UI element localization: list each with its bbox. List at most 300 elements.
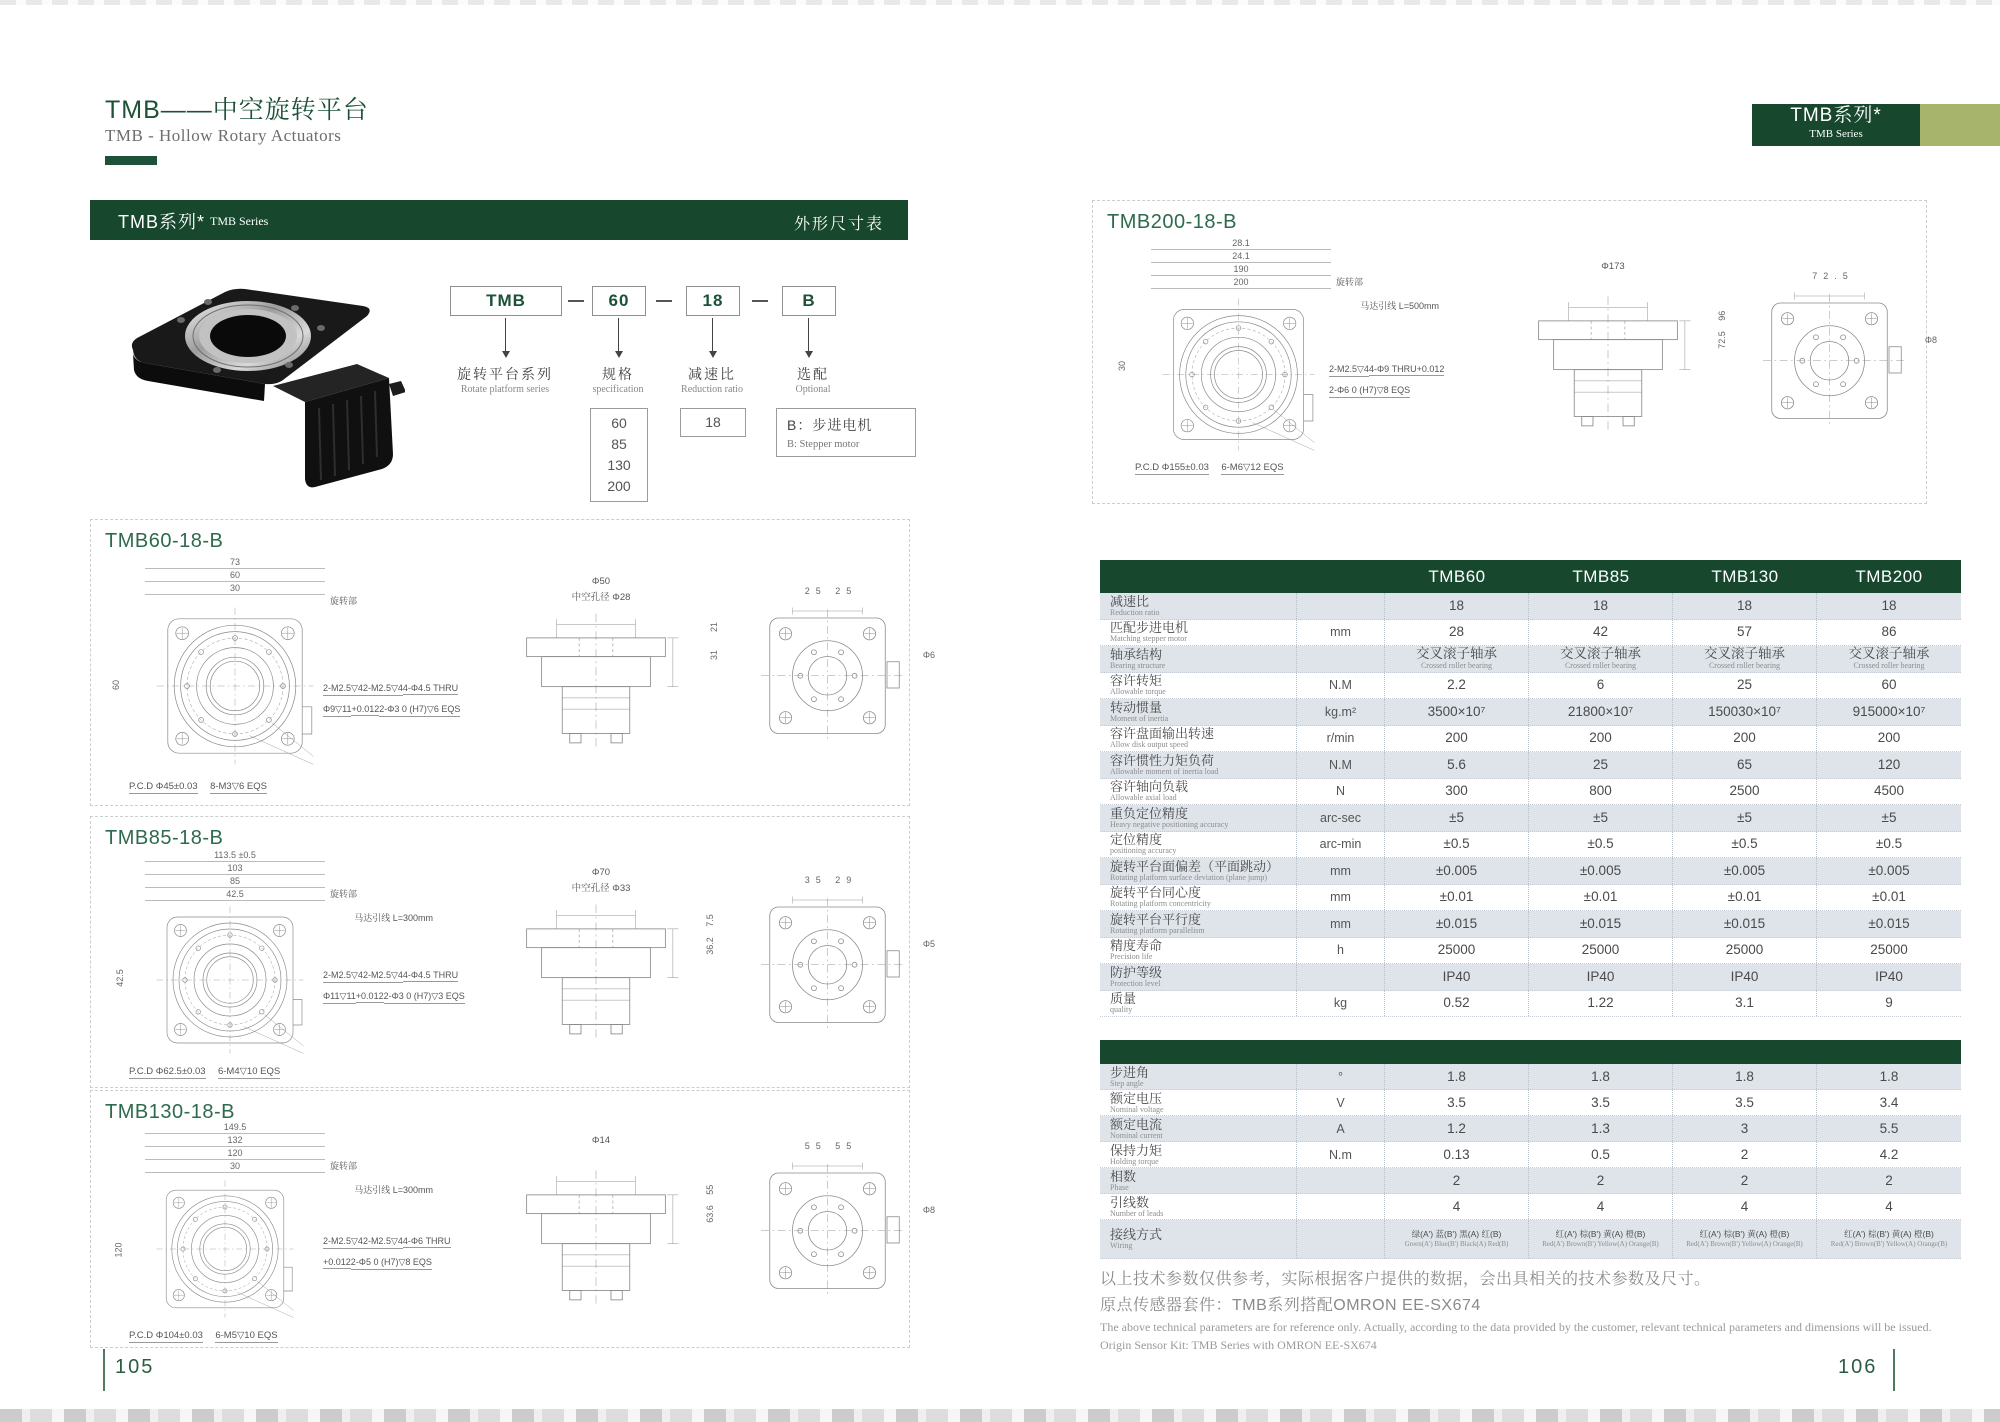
footnote-en-1: The above technical parameters are for reference only. Actually, according to the data provided by the customer, relevant technical parameters and dimensions will be issued. [1100, 1320, 1932, 1334]
wiring-cn: 红(A') 棕(B') 黄(A) 橙(B) [1699, 1229, 1790, 1239]
dash-connector [656, 300, 672, 302]
cell-value: 5.5 [1879, 1120, 1899, 1136]
model-box-ratio: 18 [686, 286, 740, 316]
model-label-option: 选配 Optional [795, 366, 831, 395]
cell-value: 6 [1596, 677, 1605, 693]
side-bore-label: 中空孔径 Φ28 [571, 592, 631, 603]
row-label-en: Heavy negative positioning accuracy [1110, 819, 1229, 829]
side-dimensions: 96 72.5 [1717, 310, 1728, 349]
column-header-tmb60: TMB60 [1428, 566, 1486, 586]
rotor-label: 旋转部 [1335, 277, 1363, 287]
row-label-cn: 相数 [1110, 1168, 1137, 1184]
cell-value: 200 [1445, 730, 1468, 746]
table-row [1100, 911, 1961, 938]
wiring-cn: 红(A') 棕(B') 黄(A) 橙(B) [1844, 1229, 1934, 1239]
cell-value: ±5 [1449, 809, 1464, 825]
cell-value: 0.13 [1443, 1146, 1470, 1162]
section-title: TMB130-18-B [105, 1101, 235, 1123]
spec-table [1100, 560, 1961, 1017]
row-label-en: Wiring [1110, 1241, 1133, 1250]
row-unit: N.m [1297, 1142, 1385, 1167]
table-row [1100, 1116, 1961, 1142]
cell-value: 200 [1589, 730, 1612, 746]
cell-value: 4 [1740, 1198, 1749, 1214]
footnote-cn-1: 以上技术参数仅供参考，实际根据客户提供的数据，会出具相关的技术参数及尺寸。 [1100, 1271, 1711, 1288]
cell-value: 200 [1733, 730, 1756, 746]
row-label-en: Rotating platform parallelism [1110, 925, 1205, 935]
cell-value: 9 [1885, 995, 1893, 1011]
series-header-cn: TMB系列* [118, 212, 205, 232]
row-unit: mm [1297, 911, 1385, 937]
row-unit [1297, 964, 1385, 990]
cell-value: ±5 [1593, 809, 1608, 825]
column-header-tmb200: TMB200 [1855, 566, 1923, 586]
row-unit: arc-sec [1297, 805, 1385, 831]
row-label-en: Nominal voltage [1110, 1104, 1164, 1114]
cell-value: IP40 [1875, 968, 1903, 984]
motor-table-header [1100, 1040, 1961, 1064]
section-title: TMB60-18-B [105, 530, 224, 552]
left-dimension: 30 [1117, 360, 1128, 372]
page-number-rule [1893, 1349, 1895, 1391]
row-label-cn: 接线方式 [1110, 1227, 1163, 1242]
cell-value: ±0.5 [1875, 836, 1903, 852]
row-label-cn: 旋转平台同心度 [1110, 885, 1202, 901]
row-label-en: Nominal current [1110, 1130, 1163, 1140]
series-header-en: TMB Series [210, 214, 269, 228]
row-unit: mm [1297, 885, 1385, 911]
cell-value: 65 [1736, 756, 1753, 772]
row-unit [1297, 1168, 1385, 1193]
title-underline-bar [105, 156, 157, 165]
cell-value: 3.5 [1447, 1094, 1466, 1110]
cell-value: 200 [1877, 730, 1901, 746]
cell-value: ±0.5 [1587, 836, 1614, 852]
cell-value: 3.4 [1879, 1094, 1899, 1110]
cell-value: 18 [1448, 597, 1465, 613]
row-label-en: Bearing structure [1110, 660, 1166, 670]
cell-value: ±0.005 [1723, 862, 1766, 878]
rotor-label: 旋转部 [329, 1161, 357, 1171]
cell-value: ±0.5 [1443, 836, 1470, 852]
section-title: TMB200-18-B [1107, 211, 1237, 233]
row-label-cn: 转动惯量 [1110, 699, 1163, 715]
pcd-annotation: P.C.D Φ104±0.03 6-M5▽10 EQS [129, 1330, 278, 1341]
cell-value: 18 [1736, 597, 1753, 613]
row-label-en: Protection level [1110, 978, 1161, 988]
dash-connector [752, 300, 768, 302]
cell-value: 交叉滚子轴承 [1848, 646, 1930, 662]
row-label-cn: 减速比 [1110, 593, 1150, 609]
optional-cn: B：步进电机 [787, 417, 873, 433]
row-unit: r/min [1297, 726, 1385, 752]
row-unit: N [1297, 779, 1385, 805]
rear-view [1743, 271, 1937, 451]
table-row [1100, 620, 1961, 647]
cell-value: ±5 [1881, 809, 1897, 825]
cell-value: 21800×10⁷ [1567, 703, 1634, 719]
side-dimensions: 7.5 36.2 [705, 914, 716, 955]
row-label-en: quality [1110, 1005, 1133, 1015]
cell-value: ±0.015 [1868, 915, 1910, 931]
table-row [1100, 858, 1961, 885]
page-subtitle: TMB - Hollow Rotary Actuators [105, 126, 342, 145]
column-header-tmb85: TMB85 [1572, 566, 1630, 586]
cell-value: 25000 [1437, 942, 1476, 958]
cell-value: 25000 [1725, 942, 1764, 958]
cell-value: 57 [1736, 624, 1753, 640]
cell-value: 1.8 [1735, 1068, 1754, 1084]
row-label-en: positioning accuracy [1110, 846, 1177, 856]
rear-hole-label: Φ8 [922, 1205, 935, 1215]
cell-value: 1.8 [1591, 1068, 1610, 1084]
front-dimensions: 113.5 ±0.5 103 85 42.5 [145, 849, 325, 901]
rear-view-drawing [751, 893, 911, 1033]
ratio-option-box [680, 408, 746, 437]
cell-value: 25000 [1870, 942, 1908, 958]
series-header-bar [90, 200, 908, 240]
row-label-cn: 额定电压 [1110, 1090, 1163, 1106]
row-label-cn: 旋转平台面偏差（平面跳动） [1110, 858, 1280, 874]
side-view [1503, 261, 1728, 451]
cell-value: ±0.005 [1868, 862, 1910, 878]
front-dimensions: 73 60 30 [145, 556, 325, 595]
wiring-cn: 绿(A') 蓝(B') 黑(A) 红(B) [1411, 1229, 1502, 1239]
wiring-en: Red(A') Brown(B') Yellow(A) Orange(B) [1542, 1240, 1659, 1248]
cell-value: ±0.01 [1439, 889, 1474, 905]
row-unit: ° [1297, 1064, 1385, 1089]
arrow-down-icon [618, 318, 619, 356]
cell-value: 18 [1592, 597, 1609, 613]
row-label-cn: 容许转矩 [1110, 673, 1163, 689]
row-unit: N.M [1297, 752, 1385, 778]
page-top-edge [0, 0, 2000, 5]
ratio-option: 18 [705, 414, 721, 430]
side-top-label: Φ50 [591, 576, 611, 587]
front-view [114, 850, 465, 1087]
row-label-cn: 容许轴向负载 [1110, 779, 1189, 795]
cell-value: 3500×10⁷ [1427, 703, 1486, 719]
rear-hole-label: Φ8 [1924, 335, 1937, 345]
table-row [1100, 964, 1961, 991]
cell-value: ±0.01 [1872, 889, 1906, 905]
spec-options-box [590, 408, 648, 502]
cell-value: ±5 [1737, 809, 1752, 825]
rear-dimensions: 35 29 [804, 875, 858, 885]
model-label-series: 旋转平台系列 Rotate platform series [457, 366, 553, 395]
cell-value: ±0.005 [1579, 862, 1622, 878]
footnote-cn-2: 原点传感器套件：TMB系列搭配OMRON EE-SX674 [1100, 1297, 1481, 1314]
side-top-label: Φ173 [1601, 261, 1625, 272]
pcd-annotation: P.C.D Φ45±0.03 8-M3▽6 EQS [129, 781, 267, 792]
cell-value: 4 [1885, 1198, 1893, 1214]
cell-value: 2 [1885, 1172, 1893, 1188]
row-unit: arc-min [1297, 832, 1385, 858]
rear-dimensions: 72.5 [1812, 271, 1854, 281]
wiring-en: Green(A') Blue(B') Black(A) Red(B) [1404, 1240, 1509, 1248]
rotor-label: 旋转部 [329, 596, 357, 606]
motor-lead-label: 马达引线 L=500mm [1360, 301, 1439, 311]
page-number-right: 106 [1838, 1356, 1878, 1378]
motor-lead-label: 马达引线 L=300mm [354, 1185, 433, 1195]
row-unit: N.M [1297, 673, 1385, 699]
side-view-drawing [1513, 289, 1703, 439]
optional-box [776, 408, 916, 457]
cell-value: 交叉滚子轴承 [1560, 646, 1641, 662]
row-label-cn: 轴承结构 [1110, 646, 1163, 662]
side-bore-label: 中空孔径 Φ33 [571, 883, 631, 894]
side-view [491, 1135, 716, 1325]
cell-value: 4 [1596, 1198, 1605, 1214]
dimension-table-label: 外形尺寸表 [793, 216, 884, 233]
cell-value: 1.3 [1591, 1120, 1610, 1136]
row-unit [1297, 1194, 1385, 1219]
spec-table-header [1100, 560, 1961, 593]
row-unit [1297, 646, 1385, 672]
cell-value: IP40 [1442, 968, 1471, 984]
pcd-annotation: P.C.D Φ155±0.03 6-M6▽12 EQS [1135, 462, 1284, 473]
cell-value: 25000 [1581, 942, 1620, 958]
row-label-en: Precision life [1110, 952, 1153, 962]
row-label-en: Matching stepper motor [1110, 634, 1187, 644]
dash-connector [568, 300, 584, 302]
section-tmb85 [90, 816, 935, 1088]
arrow-down-icon [808, 318, 809, 356]
cell-value: 3 [1740, 1120, 1749, 1136]
front-view-drawing [155, 1179, 295, 1319]
series-corner-tab [1752, 104, 1920, 146]
cell-value: 42 [1592, 624, 1609, 640]
table-row [1100, 1142, 1961, 1168]
rear-view [741, 586, 935, 766]
cell-value: 25 [1736, 677, 1753, 693]
page-number-left: 105 [115, 1356, 155, 1378]
cell-value: 915000×10⁷ [1852, 703, 1926, 719]
cell-value: 28 [1448, 624, 1465, 640]
series-corner-en: TMB Series [1809, 128, 1863, 140]
pcd-annotation: P.C.D Φ62.5±0.03 6-M4▽10 EQS [129, 1066, 281, 1077]
arrow-down-icon [712, 318, 713, 356]
cell-value: 4500 [1873, 783, 1905, 799]
table-row [1100, 726, 1961, 753]
model-box-spec: 60 [592, 286, 646, 316]
row-label-en: Phase [1110, 1182, 1129, 1192]
cell-value: ±0.5 [1731, 836, 1758, 852]
footnote-en-2: Origin Sensor Kit: TMB Series with OMRON EE-SX674 [1100, 1338, 1377, 1352]
cell-value: 800 [1589, 783, 1612, 799]
side-view [491, 576, 719, 766]
cell-value: 18 [1881, 597, 1897, 613]
model-box-option: B [782, 286, 836, 316]
table-row [1100, 805, 1961, 832]
row-label-cn: 防护等级 [1110, 964, 1163, 980]
row-unit: mm [1297, 620, 1385, 646]
column-header-tmb130: TMB130 [1711, 566, 1779, 586]
page-number-rule [103, 1349, 105, 1391]
header-spacer [1100, 560, 1385, 593]
cell-value: ±0.01 [1727, 889, 1762, 905]
hole-annotations: 2-M2.5▽42-M2.5▽44-Φ4.5 THRUΦ9▽11+0.0122-Φ3 0 (H7)▽6 EQS [323, 678, 473, 720]
table-row [1100, 673, 1961, 700]
cell-value: 150030×10⁷ [1708, 703, 1781, 719]
row-label-cn: 匹配步进电机 [1110, 620, 1189, 636]
row-unit: kg.m² [1297, 699, 1385, 725]
cell-value: ±0.015 [1579, 915, 1622, 931]
row-unit: mm [1297, 858, 1385, 884]
cell-value: ±0.015 [1723, 915, 1766, 931]
side-top-label: Φ70 [591, 867, 611, 878]
hole-annotations: 2-M2.5▽42-M2.5▽44-Φ6 THRU+0.0122-Φ5 0 (H7)▽8 EQS [323, 1231, 473, 1273]
optional-en: B: Stepper motor [787, 439, 860, 450]
left-dimension: 120 [113, 1242, 124, 1258]
rear-view-drawing [751, 1159, 911, 1299]
side-view [491, 867, 716, 1057]
hole-annotations: 2-M2.5▽44-Φ9 THRU+0.0122-Φ6 0 (H7)▽8 EQS [1329, 359, 1479, 401]
side-dimensions: 21 31 [708, 621, 719, 661]
rear-hole-label: Φ6 [922, 650, 935, 660]
rear-view [741, 1141, 935, 1321]
row-unit: kg [1297, 991, 1385, 1017]
cell-value: 1.22 [1587, 995, 1614, 1011]
row-label-en: Rotating platform surface deviation (plane jump) [1110, 872, 1268, 882]
row-label-cn: 精度寿命 [1110, 938, 1163, 954]
row-label-cn: 容许惯性力矩负荷 [1110, 752, 1215, 768]
cell-value: 300 [1445, 783, 1468, 799]
cell-value: 交叉滚子轴承 [1416, 646, 1497, 662]
hole-annotations: 2-M2.5▽42-M2.5▽44-Φ4.5 THRUΦ11▽11+0.0122-Φ3 0 (H7)▽3 EQS [323, 965, 473, 1007]
row-label-cn: 旋转平台平行度 [1110, 911, 1202, 927]
side-view-drawing [501, 606, 691, 756]
front-view [113, 1122, 451, 1347]
row-label-en: Allowable axial load [1110, 793, 1177, 803]
wiring-en: Red(A') Brown(B') Yellow(A) Orange(B) [1830, 1240, 1948, 1248]
cell-value: IP40 [1586, 968, 1615, 984]
front-view-drawing [155, 606, 315, 766]
cell-value: 交叉滚子轴承 [1704, 646, 1785, 662]
cell-value: 120 [1877, 756, 1901, 772]
left-dimension: 60 [111, 679, 122, 691]
row-label-en: Allow disk output speed [1110, 740, 1188, 750]
page-bottom-edge [0, 1409, 2000, 1422]
row-unit: V [1297, 1090, 1385, 1115]
table-row [1100, 991, 1961, 1018]
section-title: TMB85-18-B [105, 827, 224, 849]
cell-value: 1.8 [1447, 1068, 1466, 1084]
row-label-en: Number of leads [1110, 1208, 1164, 1218]
series-corner-cn: TMB系列* [1790, 105, 1882, 126]
cell-value: 60 [1881, 677, 1897, 693]
table-row [1100, 938, 1961, 965]
front-view-drawing [1161, 297, 1316, 452]
table-row [1100, 1168, 1961, 1194]
rear-hole-label: Φ5 [922, 939, 935, 949]
row-unit [1297, 593, 1385, 619]
cell-value: 2 [1740, 1146, 1749, 1162]
side-view-drawing [501, 1163, 691, 1313]
table-row [1100, 779, 1961, 806]
spec-option: 200 [607, 478, 631, 494]
table-row [1100, 1090, 1961, 1116]
table-row [1100, 1064, 1961, 1090]
cell-value: 2 [1596, 1172, 1605, 1188]
row-label-cn: 定位精度 [1110, 832, 1163, 848]
cell-value: 4 [1452, 1198, 1461, 1214]
cell-value: 86 [1881, 624, 1897, 640]
side-dimensions: 55 63.6 [705, 1184, 716, 1223]
spec-table-rows [1100, 593, 1961, 1017]
cell-value: 1.8 [1879, 1068, 1899, 1084]
left-dimension: 42.5 [114, 969, 125, 987]
cell-value: ±0.015 [1435, 915, 1478, 931]
row-label-cn: 重负定位精度 [1110, 805, 1189, 821]
motor-table [1100, 1040, 1961, 1259]
model-label-ratio: 减速比 Reduction ratio [681, 366, 743, 395]
cell-value: 2.2 [1447, 677, 1466, 693]
row-label-en: Holding torque [1110, 1156, 1159, 1166]
row-label-en: Moment of inertia [1110, 713, 1169, 723]
wiring-row [1100, 1220, 1961, 1259]
section-tmb200 [1092, 200, 1937, 504]
cell-value: 3.1 [1735, 995, 1754, 1011]
row-label-cn: 额定电流 [1110, 1116, 1163, 1132]
table-row [1100, 832, 1961, 859]
row-label-en: Step angle [1110, 1078, 1144, 1088]
rear-view-drawing [751, 604, 911, 744]
cell-value: ±0.005 [1435, 862, 1478, 878]
row-label-en: Reduction ratio [1110, 607, 1160, 617]
corner-olive-block [1920, 104, 2000, 146]
front-view [1117, 238, 1445, 491]
row-label-cn: 质量 [1110, 991, 1137, 1007]
row-label-cn: 容许盘面输出转速 [1110, 726, 1215, 742]
motor-lead-label: 马达引线 L=300mm [354, 913, 433, 923]
model-code-diagram [430, 268, 910, 513]
rear-dimensions: 55 55 [804, 1141, 858, 1151]
product-photo [105, 258, 405, 498]
page-title: TMB——中空旋转平台 [105, 96, 369, 124]
rear-dimensions: 25 25 [804, 586, 858, 596]
spec-option: 85 [611, 436, 627, 452]
cell-value: 2500 [1729, 783, 1760, 799]
cell-value: 2 [1740, 1172, 1749, 1188]
table-row [1100, 1194, 1961, 1220]
cell-value: 2 [1452, 1172, 1461, 1188]
row-label-cn: 步进角 [1110, 1064, 1150, 1080]
table-row [1100, 752, 1961, 779]
row-label-cn: 引线数 [1110, 1194, 1150, 1210]
spec-option: 130 [607, 457, 631, 473]
cell-value: 0.5 [1591, 1146, 1610, 1162]
table-row [1100, 885, 1961, 912]
cell-value: IP40 [1730, 968, 1759, 984]
spec-option: 60 [611, 415, 627, 431]
row-label-cn: 保持力矩 [1110, 1142, 1163, 1158]
cell-value: 4.2 [1879, 1146, 1899, 1162]
front-dimensions: 28.1 24.1 190 200 [1151, 237, 1331, 289]
row-label-en: Allowable torque [1110, 687, 1166, 697]
arrow-down-icon [505, 318, 506, 356]
table-row [1100, 593, 1961, 620]
table-row: 轴承结构 Bearing structure 交叉滚子轴承 Crossed roller bearing 交叉滚子轴承 Crossed roller bearing 交叉滚子轴承 Crossed roller bearing 交叉滚子轴承 Crossed roller bearing [1100, 646, 1961, 673]
cell-value: 5.6 [1447, 756, 1466, 772]
cell-value: 0.52 [1443, 995, 1470, 1011]
section-tmb60 [90, 519, 935, 806]
row-unit: h [1297, 938, 1385, 964]
model-box-series: TMB [450, 286, 562, 316]
front-dimensions: 149.5 132 120 30 [145, 1121, 325, 1173]
motor-table-rows [1100, 1064, 1961, 1220]
row-unit: A [1297, 1116, 1385, 1141]
